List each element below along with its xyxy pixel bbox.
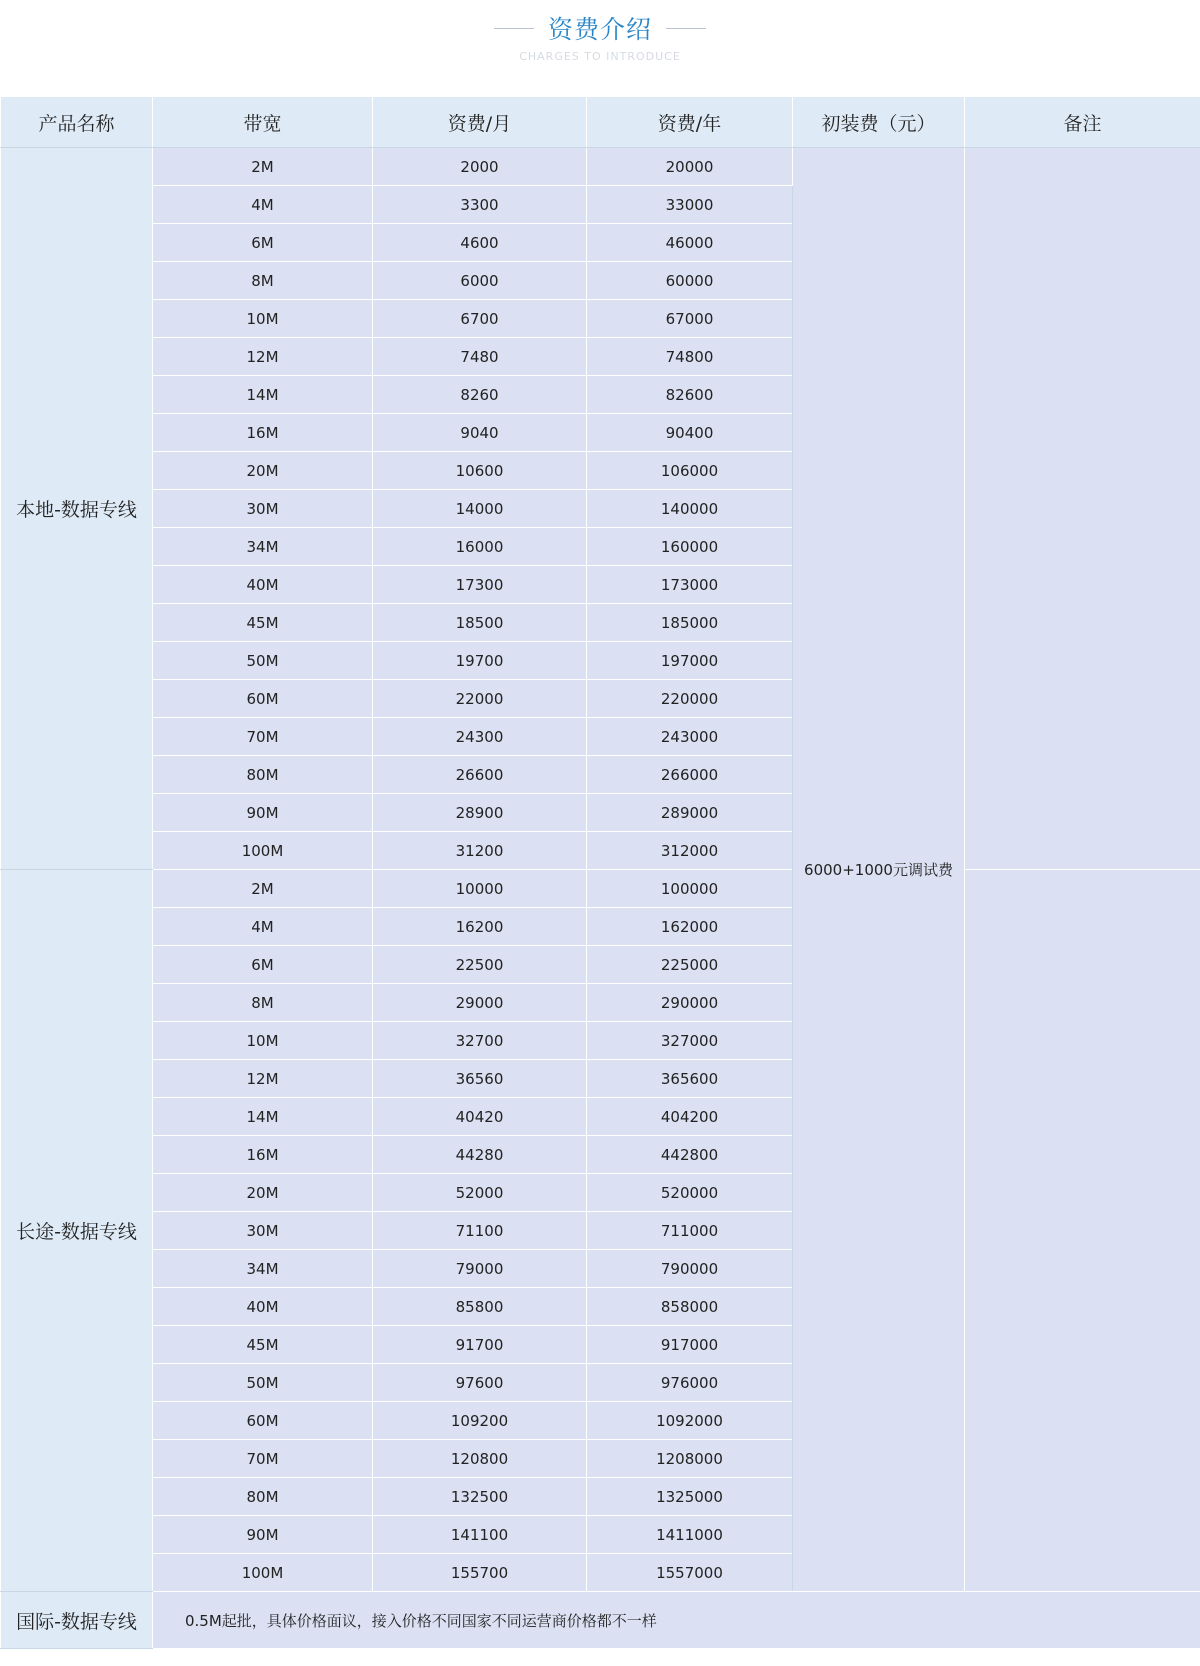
- monthly-fee-cell: 6000: [373, 262, 587, 300]
- bandwidth-cell: 14M: [153, 376, 373, 414]
- monthly-fee-cell: 155700: [373, 1554, 587, 1592]
- fee-table: [0, 96, 1200, 1649]
- bandwidth-cell: 4M: [153, 908, 373, 946]
- title-row: [0, 10, 1200, 46]
- yearly-fee-cell: 290000: [587, 984, 793, 1022]
- bandwidth-cell: 10M: [153, 1022, 373, 1060]
- yearly-fee-cell: 67000: [587, 300, 793, 338]
- monthly-fee-cell: 109200: [373, 1402, 587, 1440]
- install-fee-cell: 6000+1000元调试费: [793, 148, 965, 1592]
- yearly-fee-cell: 790000: [587, 1250, 793, 1288]
- bandwidth-cell: 34M: [153, 528, 373, 566]
- bandwidth-cell: 6M: [153, 946, 373, 984]
- monthly-fee-cell: 6700: [373, 300, 587, 338]
- yearly-fee-cell: 173000: [587, 566, 793, 604]
- yearly-fee-cell: 1092000: [587, 1402, 793, 1440]
- yearly-fee-cell: 1208000: [587, 1440, 793, 1478]
- page-title: 资费介绍: [547, 15, 652, 44]
- monthly-fee-cell: 40420: [373, 1098, 587, 1136]
- bandwidth-cell: 80M: [153, 1478, 373, 1516]
- product-name-cell: 本地-数据专线: [1, 148, 153, 870]
- monthly-fee-cell: 132500: [373, 1478, 587, 1516]
- yearly-fee-cell: 60000: [587, 262, 793, 300]
- table-body: [1, 148, 1200, 1649]
- product-name-cell: 国际-数据专线: [1, 1592, 153, 1649]
- yearly-fee-cell: 106000: [587, 452, 793, 490]
- table-row: [1, 148, 1200, 186]
- monthly-fee-cell: 18500: [373, 604, 587, 642]
- header-monthly-fee: 资费/月: [373, 97, 587, 148]
- remark-cell: [965, 870, 1200, 1592]
- monthly-fee-cell: 3300: [373, 186, 587, 224]
- yearly-fee-cell: 266000: [587, 756, 793, 794]
- yearly-fee-cell: 1411000: [587, 1516, 793, 1554]
- monthly-fee-cell: 8260: [373, 376, 587, 414]
- yearly-fee-cell: 46000: [587, 224, 793, 262]
- bandwidth-cell: 50M: [153, 1364, 373, 1402]
- monthly-fee-cell: 10600: [373, 452, 587, 490]
- monthly-fee-cell: 32700: [373, 1022, 587, 1060]
- yearly-fee-cell: 976000: [587, 1364, 793, 1402]
- bandwidth-cell: 8M: [153, 984, 373, 1022]
- bandwidth-cell: 2M: [153, 148, 373, 186]
- monthly-fee-cell: 24300: [373, 718, 587, 756]
- bandwidth-cell: 30M: [153, 490, 373, 528]
- header-product-name: 产品名称: [1, 97, 153, 148]
- bandwidth-cell: 12M: [153, 338, 373, 376]
- yearly-fee-cell: 160000: [587, 528, 793, 566]
- bandwidth-cell: 16M: [153, 414, 373, 452]
- monthly-fee-cell: 44280: [373, 1136, 587, 1174]
- monthly-fee-cell: 31200: [373, 832, 587, 870]
- bandwidth-cell: 6M: [153, 224, 373, 262]
- bandwidth-cell: 70M: [153, 718, 373, 756]
- bandwidth-cell: 30M: [153, 1212, 373, 1250]
- bandwidth-cell: 8M: [153, 262, 373, 300]
- monthly-fee-cell: 26600: [373, 756, 587, 794]
- table-row-international: [1, 1592, 1200, 1649]
- monthly-fee-cell: 28900: [373, 794, 587, 832]
- title-block: [0, 0, 1200, 96]
- table-header-row: [1, 97, 1200, 148]
- remark-cell: [965, 148, 1200, 870]
- table-row: [1, 870, 1200, 908]
- product-name-cell: 长途-数据专线: [1, 870, 153, 1592]
- yearly-fee-cell: 365600: [587, 1060, 793, 1098]
- monthly-fee-cell: 16000: [373, 528, 587, 566]
- monthly-fee-cell: 91700: [373, 1326, 587, 1364]
- yearly-fee-cell: 100000: [587, 870, 793, 908]
- bandwidth-cell: 34M: [153, 1250, 373, 1288]
- page-subtitle: CHARGES TO INTRODUCE: [519, 50, 681, 63]
- bandwidth-cell: 12M: [153, 1060, 373, 1098]
- bandwidth-cell: 4M: [153, 186, 373, 224]
- yearly-fee-cell: 74800: [587, 338, 793, 376]
- title-left-line: [494, 28, 534, 29]
- yearly-fee-cell: 220000: [587, 680, 793, 718]
- bandwidth-cell: 40M: [153, 566, 373, 604]
- monthly-fee-cell: 22000: [373, 680, 587, 718]
- bandwidth-cell: 50M: [153, 642, 373, 680]
- yearly-fee-cell: 327000: [587, 1022, 793, 1060]
- bandwidth-cell: 90M: [153, 794, 373, 832]
- monthly-fee-cell: 2000: [373, 148, 587, 186]
- yearly-fee-cell: 711000: [587, 1212, 793, 1250]
- yearly-fee-cell: 858000: [587, 1288, 793, 1326]
- header-yearly-fee: 资费/年: [587, 97, 793, 148]
- bandwidth-cell: 20M: [153, 452, 373, 490]
- bandwidth-cell: 45M: [153, 604, 373, 642]
- bandwidth-cell: 16M: [153, 1136, 373, 1174]
- bandwidth-cell: 70M: [153, 1440, 373, 1478]
- monthly-fee-cell: 97600: [373, 1364, 587, 1402]
- yearly-fee-cell: 243000: [587, 718, 793, 756]
- bandwidth-cell: 14M: [153, 1098, 373, 1136]
- header-bandwidth: 带宽: [153, 97, 373, 148]
- monthly-fee-cell: 85800: [373, 1288, 587, 1326]
- yearly-fee-cell: 289000: [587, 794, 793, 832]
- monthly-fee-cell: 52000: [373, 1174, 587, 1212]
- monthly-fee-cell: 36560: [373, 1060, 587, 1098]
- bandwidth-cell: 60M: [153, 1402, 373, 1440]
- bandwidth-cell: 45M: [153, 1326, 373, 1364]
- monthly-fee-cell: 29000: [373, 984, 587, 1022]
- bandwidth-cell: 60M: [153, 680, 373, 718]
- header-install-fee: 初装费（元）: [793, 97, 965, 148]
- monthly-fee-cell: 17300: [373, 566, 587, 604]
- monthly-fee-cell: 7480: [373, 338, 587, 376]
- yearly-fee-cell: 520000: [587, 1174, 793, 1212]
- yearly-fee-cell: 90400: [587, 414, 793, 452]
- bandwidth-cell: 2M: [153, 870, 373, 908]
- yearly-fee-cell: 162000: [587, 908, 793, 946]
- header-remark: 备注: [965, 97, 1200, 148]
- yearly-fee-cell: 917000: [587, 1326, 793, 1364]
- monthly-fee-cell: 120800: [373, 1440, 587, 1478]
- bandwidth-cell: 100M: [153, 1554, 373, 1592]
- yearly-fee-cell: 82600: [587, 376, 793, 414]
- bandwidth-cell: 100M: [153, 832, 373, 870]
- yearly-fee-cell: 33000: [587, 186, 793, 224]
- bandwidth-cell: 40M: [153, 1288, 373, 1326]
- monthly-fee-cell: 22500: [373, 946, 587, 984]
- monthly-fee-cell: 10000: [373, 870, 587, 908]
- monthly-fee-cell: 79000: [373, 1250, 587, 1288]
- monthly-fee-cell: 4600: [373, 224, 587, 262]
- international-note-cell: 0.5M起批，具体价格面议，接入价格不同国家不同运营商价格都不一样: [153, 1592, 1200, 1649]
- yearly-fee-cell: 20000: [587, 148, 793, 186]
- yearly-fee-cell: 185000: [587, 604, 793, 642]
- monthly-fee-cell: 9040: [373, 414, 587, 452]
- bandwidth-cell: 80M: [153, 756, 373, 794]
- bandwidth-cell: 10M: [153, 300, 373, 338]
- monthly-fee-cell: 71100: [373, 1212, 587, 1250]
- yearly-fee-cell: 225000: [587, 946, 793, 984]
- yearly-fee-cell: 1557000: [587, 1554, 793, 1592]
- monthly-fee-cell: 19700: [373, 642, 587, 680]
- title-right-line: [666, 28, 706, 29]
- yearly-fee-cell: 404200: [587, 1098, 793, 1136]
- yearly-fee-cell: 197000: [587, 642, 793, 680]
- bandwidth-cell: 90M: [153, 1516, 373, 1554]
- yearly-fee-cell: 312000: [587, 832, 793, 870]
- monthly-fee-cell: 16200: [373, 908, 587, 946]
- yearly-fee-cell: 140000: [587, 490, 793, 528]
- yearly-fee-cell: 1325000: [587, 1478, 793, 1516]
- monthly-fee-cell: 14000: [373, 490, 587, 528]
- bandwidth-cell: 20M: [153, 1174, 373, 1212]
- monthly-fee-cell: 141100: [373, 1516, 587, 1554]
- yearly-fee-cell: 442800: [587, 1136, 793, 1174]
